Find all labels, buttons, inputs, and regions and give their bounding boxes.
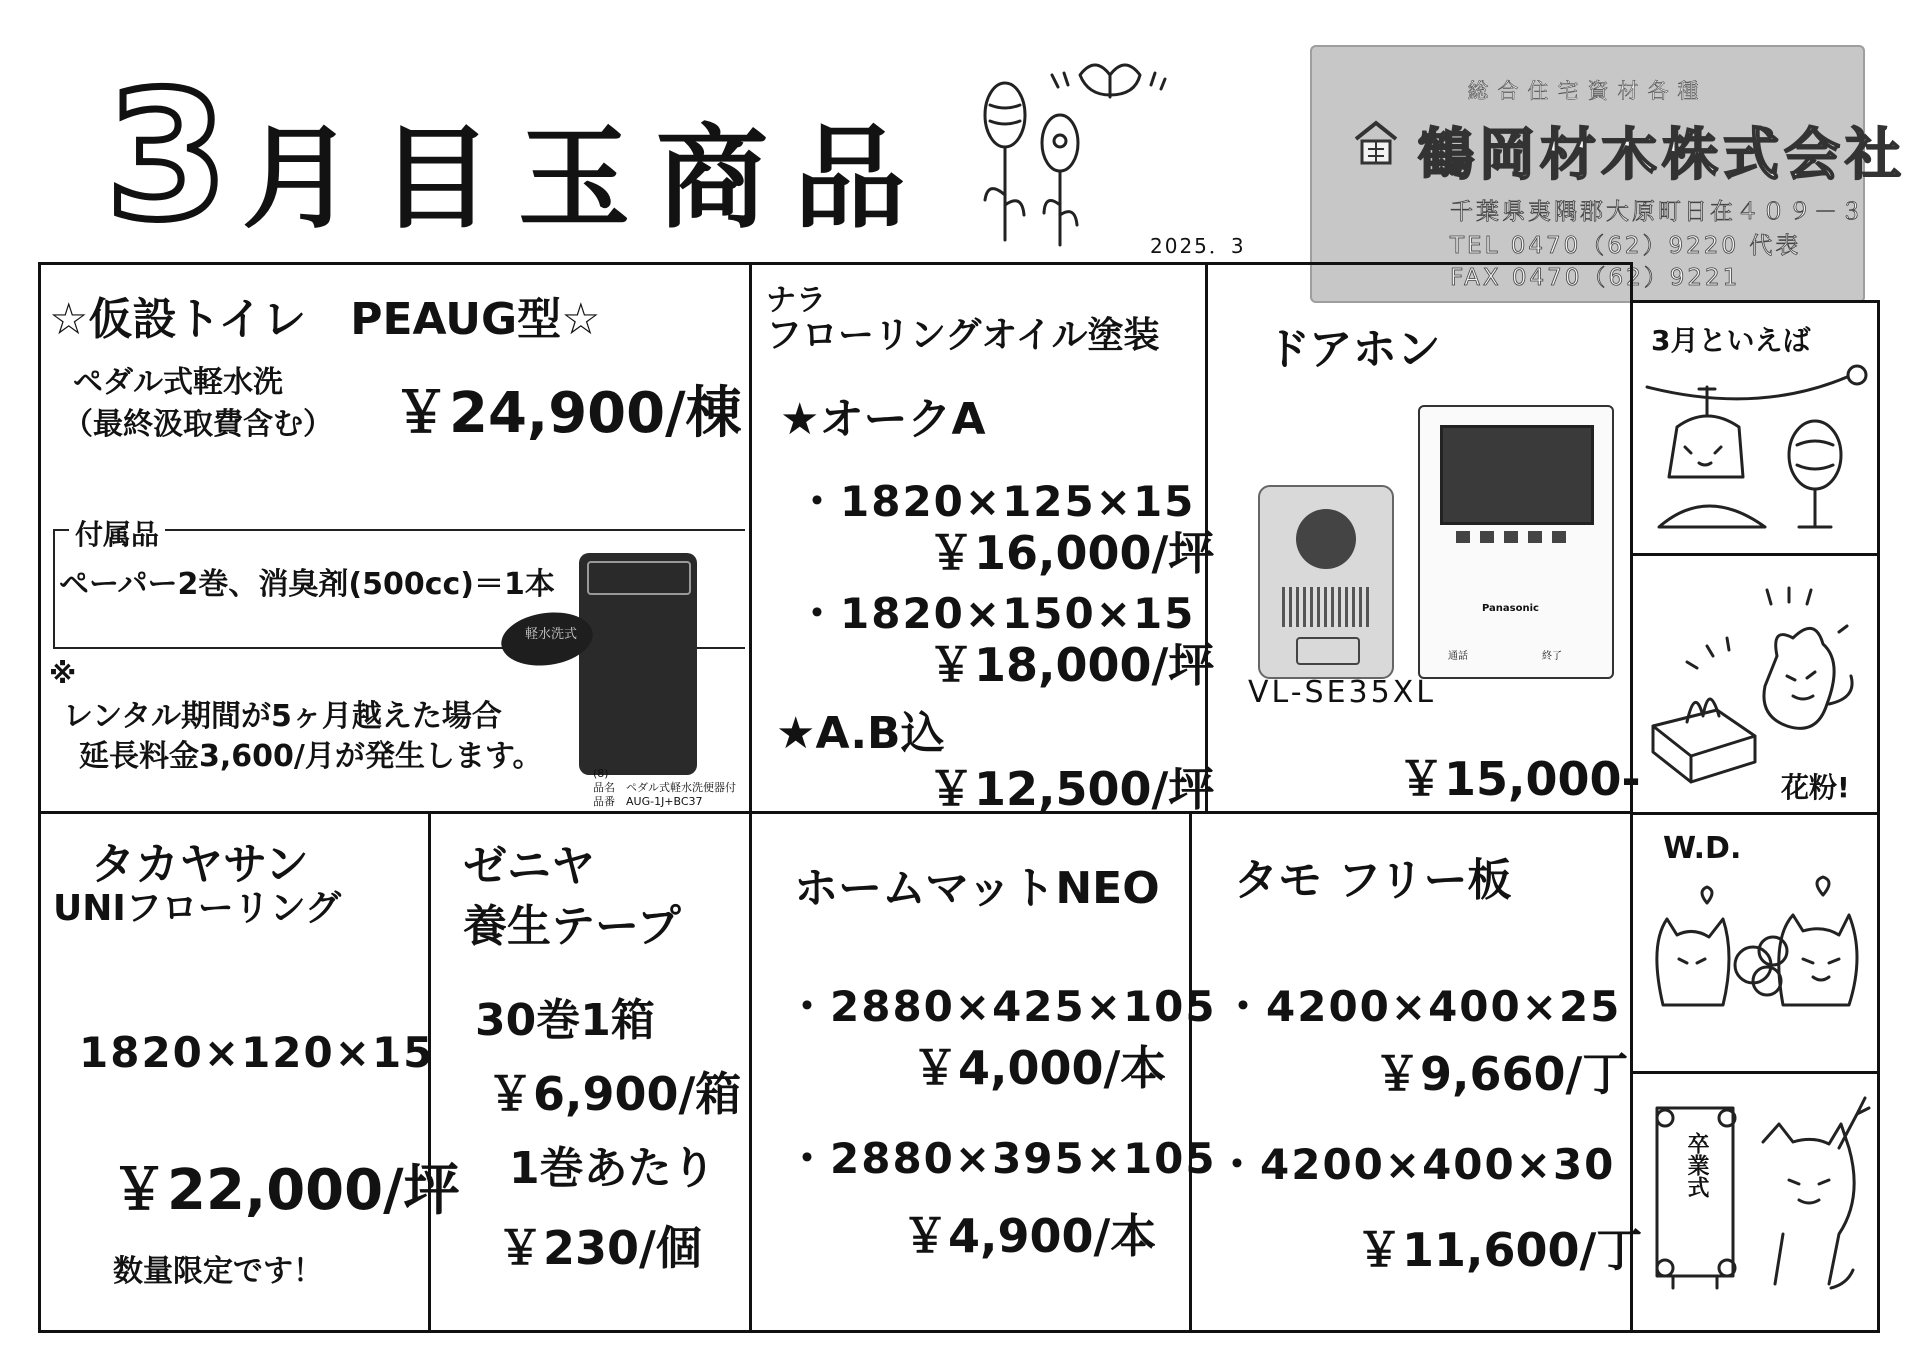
doorphone-btn-left: 通話	[1448, 651, 1468, 662]
warning-mark: ※	[49, 657, 77, 690]
march-doodle-panel	[1630, 300, 1880, 556]
accessories-label: 付属品	[69, 513, 165, 553]
takaya-title-1: タカヤサン	[91, 839, 309, 890]
warning-line-2: 延長料金3,600/月が発生します。	[79, 739, 543, 774]
graduation-caption: 卒業式	[1684, 1132, 1709, 1198]
tamo-title: タモ フリー板	[1234, 855, 1512, 906]
page-title	[92, 54, 932, 259]
doorphone-title: ドアホン	[1266, 324, 1441, 375]
company-logo-icon	[1350, 117, 1402, 169]
doorphone-panel	[1205, 262, 1641, 814]
homemat-panel	[749, 811, 1217, 1333]
homemat-item-dim: ・2880×425×105	[786, 982, 1217, 1031]
zeniya-panel	[428, 811, 752, 1333]
homemat-title: ホームマットNEO	[794, 863, 1160, 914]
doorphone-brand: Panasonic	[1482, 603, 1539, 614]
homemat-item-dim: ・2880×395×105	[786, 1134, 1217, 1183]
toilet-title: ☆仮設トイレ PEAUG型☆	[49, 294, 601, 345]
toilet-price: ￥24,900/棟	[393, 381, 742, 446]
oil-item-price: ￥16,000/坪	[928, 526, 1215, 580]
takaya-price: ￥22,000/坪	[111, 1158, 460, 1223]
company-tel: TEL 0470（62）9220 代表	[1450, 233, 1802, 259]
homemat-item-price: ￥4,900/本	[902, 1209, 1157, 1263]
company-fax: FAX 0470（62）9221	[1450, 265, 1741, 291]
tamo-item-price: ￥9,660/丁	[1374, 1047, 1629, 1101]
toilet-panel	[38, 262, 752, 814]
company-address: 千葉県夷隅郡大原町日在４０９－３	[1450, 199, 1866, 225]
company-name: 鶴岡材木株式会社	[1418, 123, 1906, 188]
tamo-item-price: ￥11,600/丁	[1356, 1223, 1643, 1277]
zeniya-qty: 30巻1箱	[475, 995, 655, 1046]
graduation-cat-icon	[1643, 1088, 1873, 1318]
title-text: 月目玉商品	[242, 114, 932, 244]
toilet-caption-no: (8)	[593, 767, 609, 780]
tulip-doodle	[960, 55, 1190, 245]
takaya-note: 数量限定です！	[113, 1254, 323, 1289]
doorphone-screen	[1440, 425, 1594, 525]
doorphone-camera-unit	[1258, 485, 1394, 679]
tamo-item-dim: ・4200×400×25	[1222, 982, 1622, 1031]
doorphone-monitor-unit	[1418, 405, 1614, 679]
takaya-panel	[38, 811, 460, 1333]
whiteday-doodle-panel	[1630, 812, 1880, 1074]
pollen-caption: 花粉!	[1781, 771, 1850, 804]
oil-subtitle-1: ★オークA	[780, 394, 986, 445]
takaya-dim: 1820×120×15	[79, 1028, 435, 1077]
doorphone-price: ￥15,000-	[1398, 752, 1641, 806]
toilet-caption-model: 品番 AUG-1J+BC37	[593, 795, 703, 808]
takaya-title-2: UNIフローリング	[53, 888, 342, 929]
zeniya-title-2: 養生テープ	[463, 901, 681, 952]
toilet-desc-1: ペダル式軽水洗	[73, 365, 283, 400]
tamo-panel	[1189, 811, 1643, 1333]
title-month-number: 3	[105, 54, 229, 259]
graduation-doodle-panel	[1630, 1071, 1880, 1333]
company-tagline: 総合住宅資材各種	[1467, 79, 1708, 103]
oil-sub2-price: ￥12,500/坪	[928, 762, 1215, 816]
oil-item-dim: ・1820×150×15	[796, 589, 1196, 638]
oil-flooring-panel	[749, 262, 1215, 816]
zeniya-per-label: 1巻あたり	[509, 1143, 716, 1194]
doorphone-btn-right: 終了	[1542, 651, 1562, 662]
zeniya-per-price: ￥230/個	[497, 1221, 702, 1275]
oil-title-1: ナラ	[766, 283, 826, 318]
accessories-text: ペーパー2巻、消臭剤(500cc)＝1本	[59, 567, 555, 602]
oil-item-price: ￥18,000/坪	[928, 638, 1215, 692]
whiteday-caption: W.D.	[1663, 831, 1742, 866]
tissue-cat-icon	[1647, 586, 1867, 786]
toilet-product-label: 軽水洗式	[525, 627, 578, 642]
tamo-item-dim: ・4200×400×30	[1216, 1140, 1616, 1189]
warning-line-1: レンタル期間が5ヶ月越えた場合	[63, 699, 502, 734]
pollen-doodle-panel	[1630, 553, 1880, 815]
toilet-photo	[501, 553, 721, 785]
hina-doll-icon	[1647, 367, 1867, 537]
zeniya-title-1: ゼニヤ	[463, 841, 595, 892]
homemat-item-price: ￥4,000/本	[912, 1041, 1167, 1095]
date-label: 2025．3	[1150, 234, 1246, 258]
toilet-desc-2: （最終汲取費含む）	[63, 407, 333, 442]
doorphone-model: VL-SE35XL	[1248, 675, 1436, 710]
toilet-caption-name: 品名 ペダル式軽水洗便器付	[593, 781, 736, 794]
march-doodle-caption: 3月といえば	[1651, 324, 1811, 357]
whiteday-cats-icon	[1643, 855, 1873, 1065]
zeniya-price: ￥6,900/箱	[487, 1067, 742, 1121]
oil-subtitle-2: ★A.B込	[776, 708, 945, 759]
oil-item-dim: ・1820×125×15	[796, 477, 1196, 526]
oil-title-2: フローリングオイル塗装	[766, 315, 1160, 356]
